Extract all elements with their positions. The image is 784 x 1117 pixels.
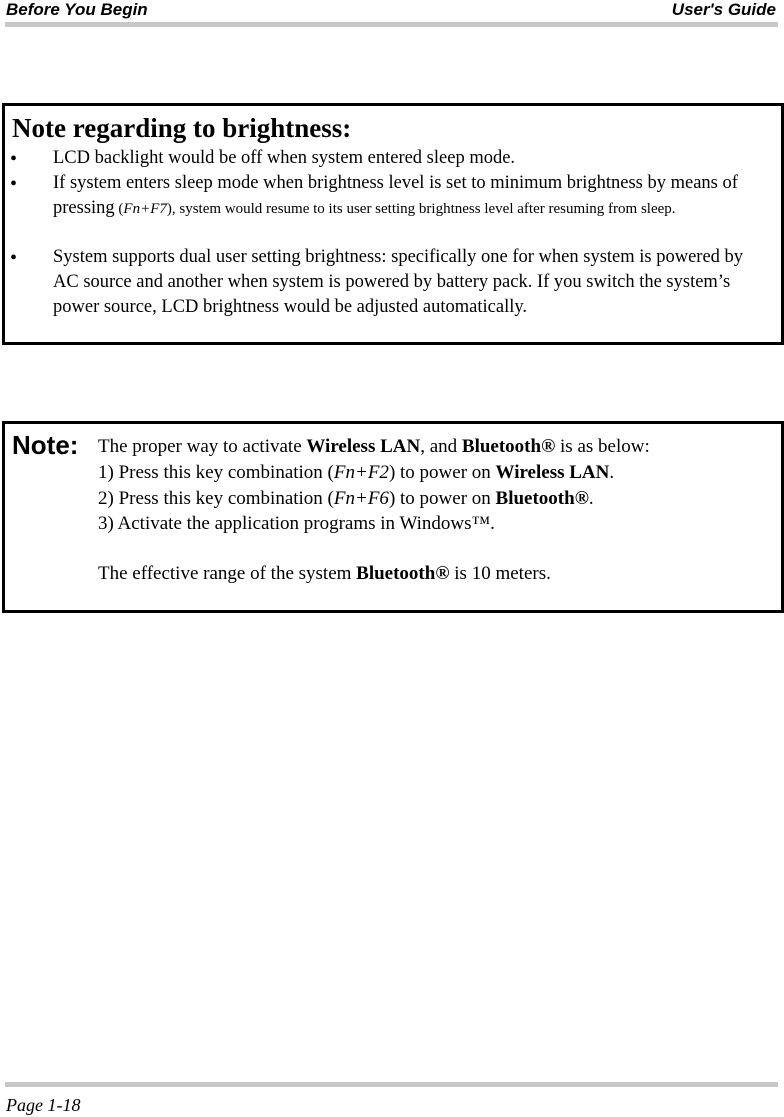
wireless-note-box [2,421,784,613]
bullet-icon: • [10,148,18,170]
brightness-note-box [2,103,784,345]
note-label: Note: [12,430,79,460]
wireless-lan-term: Wireless LAN [306,436,421,457]
bluetooth-range-line: The effective range of the system Bluetooth® is 10 meters. [98,563,551,584]
step-1-line: 1) Press this key combination (Fn+F2) to power on Wireless LAN. [98,462,615,483]
bullet-icon: • [10,247,18,269]
header-rule [5,22,778,27]
brightness-item-resume [53,171,768,222]
step-3-line: 3) Activate the application programs in Windows™. [98,513,495,534]
key-combination: Fn+F7 [123,201,167,217]
step-2-line: 2) Press this key combination (Fn+F6) to power on Bluetooth®. [98,488,594,509]
brightness-item-dual-setting: System supports dual user setting brightness: specifically one for when system is powered by AC source and another when system is powered by battery pack. If you switch the system’s power source, LCD brightness would be adjusted automatically. [53,247,744,317]
key-combination: Fn+F2 [333,462,389,483]
header-section-title: Before You Begin [6,0,148,19]
item-text: If system enters sleep mode when brightness level is set to minimum brightness by means of pressing [53,173,738,218]
header-guide-title: User's Guide [671,0,776,19]
wireless-intro-line: The proper way to activate Wireless LAN, and Bluetooth® is as below: [98,436,650,457]
item-text: ( [114,201,124,217]
item-text: ), system would resume to its user setting brightness level after resuming from sleep. [166,201,676,217]
bullet-icon: • [10,173,18,195]
bluetooth-term: Bluetooth® [461,436,556,457]
key-combination: Fn+F6 [333,488,389,509]
page-number: Page 1-18 [6,1095,81,1115]
footer-rule [5,1082,778,1087]
brightness-item-sleep-backlight: LCD backlight would be off when system entered sleep mode. [53,148,516,168]
brightness-note-title: Note regarding to brightness: [12,113,352,143]
